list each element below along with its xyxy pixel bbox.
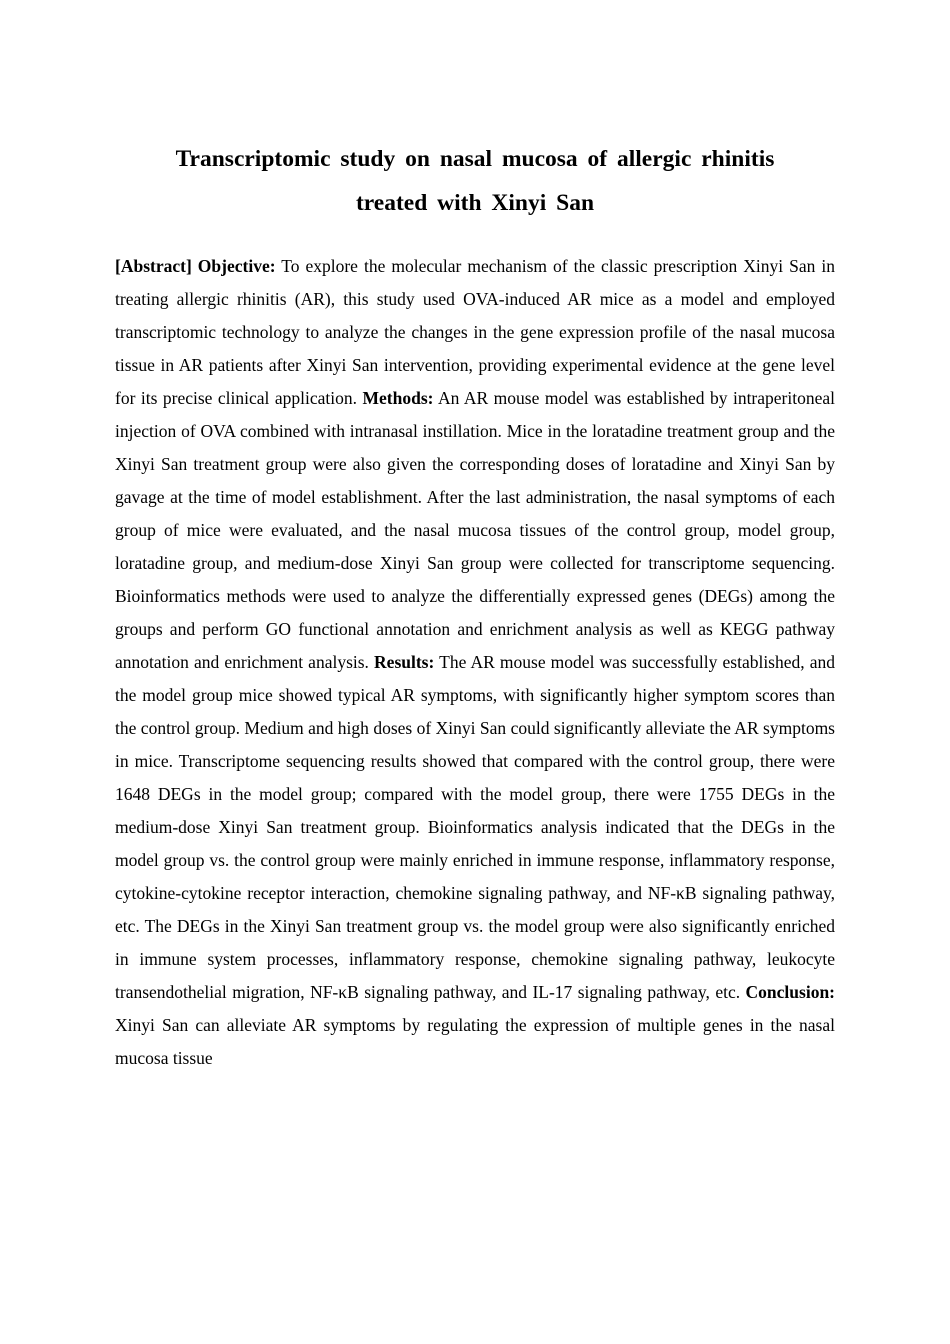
paper-title-line-2: treated with Xinyi San [355,190,595,216]
abstract-paragraph [115,250,835,1075]
methods-label: Methods: [362,388,434,408]
objective-label: Objective: [197,256,276,276]
abstract-tag: [Abstract] [115,256,192,276]
conclusion-text: Xinyi San can alleviate AR symptoms by regulating the expression of multiple genes in the nasal mucosa tissue [115,1015,835,1068]
paper-title-line-1: Transcriptomic study on nasal mucosa of allergic rhinitis [175,146,775,172]
results-label: Results: [374,652,435,672]
methods-text: An AR mouse model was established by intraperitoneal injection of OVA combined with intranasal instillation. Mice in the loratadine treatment group and the Xinyi San treatment group were also given the corresponding doses of loratadine and Xinyi San by gavage at the time of model establishment. After the last administration, the nasal symptoms of each group of mice were evaluated, and the nasal mucosa tissues of the control group, model group, loratadine group, and medium-dose Xinyi San group were collected for transcriptome sequencing. Bioinformatics methods were used to analyze the differentially expressed genes (DEGs) among the groups and perform GO functional annotation and enrichment analysis as well as KEGG pathway annotation and enrichment analysis. [115,388,835,672]
objective-text: To explore the molecular mechanism of the classic prescription Xinyi San in treating allergic rhinitis (AR), this study used OVA-induced AR mice as a model and employed transcriptomic technology to analyze the changes in the gene expression profile of the nasal mucosa tissue in AR patients after Xinyi San intervention, providing experimental evidence at the gene level for its precise clinical application. [115,256,836,408]
paper-title [115,137,835,225]
results-text: The AR mouse model was successfully established, and the model group mice showed typical AR symptoms, with significantly higher symptom scores than the control group. Medium and high doses of Xinyi San could significantly alleviate the AR symptoms in mice. Transcriptome sequencing results showed that compared with the control group, there were 1648 DEGs in the model group; compared with the model group, there were 1755 DEGs in the medium-dose Xinyi San treatment group. Bioinformatics analysis indicated that the DEGs in the model group vs. the control group were mainly enriched in immune response, inflammatory response, cytokine-cytokine receptor interaction, chemokine signaling pathway, and NF-κB signaling pathway, etc. The DEGs in the Xinyi San treatment group vs. the model group were also significantly enriched in immune system processes, inflammatory response, chemokine signaling pathway, leukocyte transendothelial migration, NF-κB signaling pathway, and IL-17 signaling pathway, etc. [115,652,836,1002]
conclusion-label: Conclusion: [745,982,836,1002]
